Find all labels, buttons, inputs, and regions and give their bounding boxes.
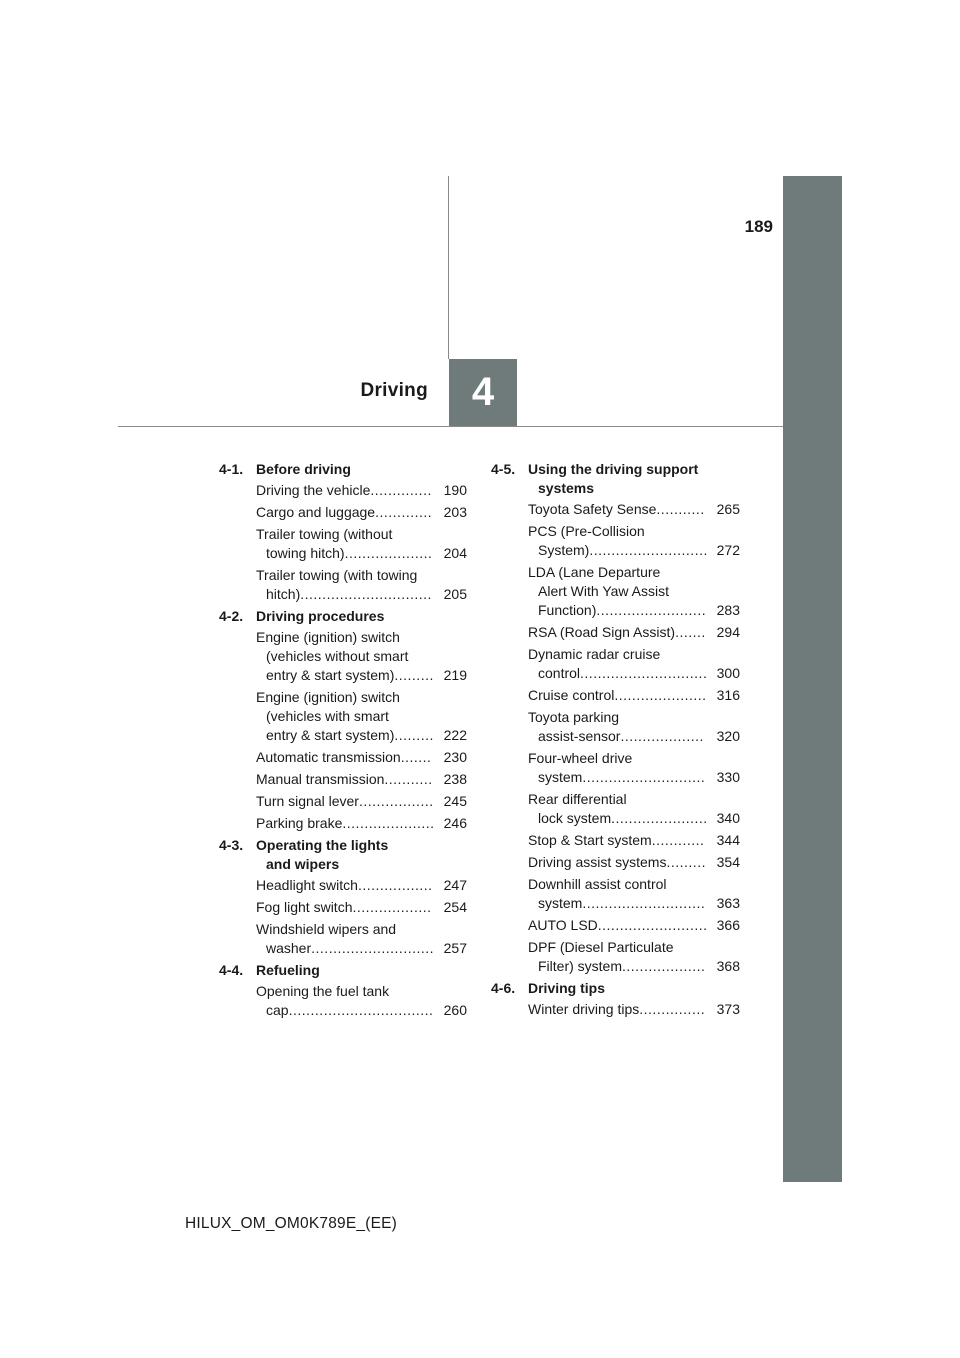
toc-entry[interactable] (528, 1000, 740, 1019)
toc-entry-title: PCS (Pre-Collision System) (528, 523, 645, 558)
toc-entry-page: 373 (716, 1001, 740, 1017)
toc-entry-title: Winter driving tips (528, 1001, 640, 1017)
toc-section (491, 979, 740, 1019)
toc-entry[interactable] (256, 876, 467, 895)
toc-entry-title: Cruise control (528, 687, 615, 703)
toc-entry-title: Four-wheel drive system (528, 750, 633, 785)
toc-entry-text-wrap (256, 898, 444, 917)
toc-entry-title: AUTO LSD (528, 917, 598, 933)
toc-entry-text-wrap (528, 522, 717, 560)
dot-leader: ..................... (614, 687, 707, 703)
dot-leader: ....... (675, 624, 706, 640)
toc-entry-page: 316 (716, 687, 740, 703)
chapter-side-tab (783, 176, 842, 1182)
toc-entry[interactable] (256, 814, 467, 833)
toc-entry[interactable] (528, 790, 740, 828)
toc-entry-text-wrap (256, 982, 444, 1020)
toc-entry-title: Cargo and luggage (256, 504, 376, 520)
section-heading[interactable] (219, 836, 467, 874)
toc-entry-text-wrap (528, 500, 717, 519)
toc-entry[interactable] (256, 566, 467, 604)
toc-entry-page: 190 (443, 482, 467, 498)
toc-entry-text-wrap (528, 938, 717, 976)
page-number: 189 (744, 217, 773, 236)
dot-leader: ............................ (311, 940, 435, 956)
section-number: 4-2. (219, 608, 244, 624)
toc-section (491, 460, 740, 976)
toc-entry-page: 300 (716, 665, 740, 681)
toc-entry-text-wrap (256, 748, 444, 767)
toc-entry-page: 368 (716, 958, 740, 974)
toc-entry[interactable] (528, 708, 740, 746)
toc-right-column (491, 460, 740, 1022)
dot-leader: ......... (666, 854, 706, 870)
toc-entry[interactable] (528, 875, 740, 913)
toc-entry-title: Headlight switch (256, 877, 358, 893)
toc-entry-page: 330 (716, 769, 740, 785)
toc-entry-page: 260 (443, 1002, 467, 1018)
toc-entry-page: 246 (443, 815, 467, 831)
section-number: 4-5. (491, 461, 516, 477)
dot-leader: ...................... (611, 810, 708, 826)
toc-entry-title: Parking brake (256, 815, 343, 831)
toc-entry-page: 363 (716, 895, 740, 911)
dot-leader: ............... (639, 1001, 706, 1017)
toc-entry[interactable] (256, 748, 467, 767)
toc-entry-title: Rear differential lock system (528, 791, 627, 826)
toc-entry[interactable] (256, 503, 467, 522)
toc-entry-text-wrap (256, 792, 444, 811)
toc-entry[interactable] (528, 500, 740, 519)
toc-entry-title: Opening the fuel tank cap (256, 983, 390, 1018)
toc-entry[interactable] (528, 916, 740, 935)
toc-entry-page: 222 (443, 727, 467, 743)
toc-entry-title: Trailer towing (without towing hitch) (256, 526, 393, 561)
dot-leader: ............................ (582, 895, 706, 911)
dot-leader: ............................ (582, 769, 706, 785)
dot-leader: ........... (384, 771, 433, 787)
section-number: 4-6. (491, 980, 516, 996)
toc-entry-text-wrap (256, 481, 444, 500)
toc-entry-text-wrap (528, 749, 717, 787)
toc-entry-text-wrap (528, 853, 717, 872)
toc-entry[interactable] (528, 831, 740, 850)
toc-entry[interactable] (256, 982, 467, 1020)
section-number: 4-3. (219, 837, 244, 853)
dot-leader: ............. (375, 504, 433, 520)
toc-entry-title: Automatic transmission (256, 749, 401, 765)
chapter-title: Driving (360, 380, 428, 401)
section-heading[interactable] (219, 460, 467, 479)
toc-entry-page: 354 (716, 854, 740, 870)
toc-entry-text-wrap (256, 770, 444, 789)
section-heading[interactable] (491, 460, 740, 498)
toc-entry-text-wrap (528, 686, 717, 705)
toc-entry-title: Windshield wipers and washer (256, 921, 397, 956)
dot-leader: ........... (656, 501, 705, 517)
document-footer: HILUX_OM_OM0K789E_(EE) (185, 1215, 398, 1232)
section-title: Using the driving support systems (528, 461, 699, 496)
toc-entry[interactable] (528, 938, 740, 976)
toc-entry-title: Dynamic radar cruise control (528, 646, 661, 681)
dot-leader: ............ (651, 832, 705, 848)
toc-entry[interactable] (256, 920, 467, 958)
toc-section (219, 460, 467, 604)
section-title: Operating the lights and wipers (256, 837, 389, 872)
dot-leader: ..................... (342, 815, 435, 831)
dot-leader: ................. (358, 793, 434, 809)
dot-leader: .............................. (300, 586, 432, 602)
toc-section (219, 836, 467, 958)
dot-leader: .................... (344, 545, 433, 561)
toc-entry-title: Driving the vehicle (256, 482, 371, 498)
chapter-number-box (449, 359, 517, 426)
toc-entry-page: 257 (443, 940, 467, 956)
dot-leader: .................. (352, 899, 432, 915)
toc-entry-text-wrap (256, 525, 444, 563)
dot-leader: .............. (370, 482, 432, 498)
horizontal-divider (118, 426, 783, 427)
toc-entry-title: Trailer towing (with towing hitch) (256, 567, 418, 602)
toc-entry[interactable] (256, 481, 467, 500)
section-heading[interactable] (491, 979, 740, 998)
dot-leader: ................................. (288, 1002, 434, 1018)
toc-entry-text-wrap (256, 876, 444, 895)
toc-entry-text-wrap (528, 831, 717, 850)
dot-leader: ......................... (596, 602, 707, 618)
toc-entry[interactable] (256, 628, 467, 685)
dot-leader: ................... (622, 958, 706, 974)
dot-leader: ........................... (589, 542, 708, 558)
dot-leader: ......................... (597, 917, 708, 933)
toc-left-column (219, 460, 467, 1023)
toc-entry-page: 245 (443, 793, 467, 809)
toc-entry-title: Downhill assist control system (528, 876, 667, 911)
toc-entry-page: 366 (716, 917, 740, 933)
toc-entry-text-wrap (256, 566, 444, 604)
section-title: Refueling (256, 962, 320, 978)
toc-entry-page: 230 (443, 749, 467, 765)
toc-entry-page: 272 (716, 542, 740, 558)
toc-entry-text-wrap (528, 1000, 717, 1019)
toc-entry-title: Turn signal lever (256, 793, 359, 809)
dot-leader: ................. (357, 877, 433, 893)
toc-entry[interactable] (256, 770, 467, 789)
section-heading[interactable] (219, 961, 467, 980)
toc-entry[interactable] (528, 522, 740, 560)
toc-entry-title: DPF (Diesel Particulate Filter) system (528, 939, 674, 974)
toc-entry[interactable] (528, 645, 740, 683)
toc-entry-text-wrap (256, 503, 444, 522)
section-heading[interactable] (219, 607, 467, 626)
toc-section (219, 607, 467, 833)
toc-entry-title: Toyota parking assist-sensor (528, 709, 621, 744)
toc-entry[interactable] (528, 686, 740, 705)
toc-entry-title: Fog light switch (256, 899, 353, 915)
section-number: 4-1. (219, 461, 244, 477)
toc-entry-title: Toyota Safety Sense (528, 501, 657, 517)
section-title: Driving procedures (256, 608, 385, 624)
toc-entry[interactable] (528, 749, 740, 787)
toc-entry-text-wrap (528, 708, 717, 746)
toc-entry[interactable] (256, 688, 467, 745)
toc-entry-page: 205 (443, 586, 467, 602)
dot-leader: ............................. (580, 665, 708, 681)
toc-entry-page: 238 (443, 771, 467, 787)
toc-entry-page: 344 (716, 832, 740, 848)
dot-leader: ......... (394, 727, 434, 743)
toc-entry-text-wrap (528, 563, 717, 620)
toc-entry-text-wrap (528, 790, 717, 828)
toc-entry[interactable] (528, 853, 740, 872)
toc-entry[interactable] (256, 792, 467, 811)
toc-entry-text-wrap (528, 645, 717, 683)
toc-entry-text-wrap (256, 688, 444, 745)
toc-entry[interactable] (256, 525, 467, 563)
toc-entry-title: RSA (Road Sign Assist) (528, 624, 676, 640)
toc-entry[interactable] (528, 623, 740, 642)
section-number: 4-4. (219, 962, 244, 978)
toc-entry-page: 283 (716, 602, 740, 618)
toc-entry[interactable] (256, 898, 467, 917)
vertical-divider (448, 176, 449, 359)
toc-section (219, 961, 467, 1020)
dot-leader: ....... (400, 749, 432, 765)
toc-entry-page: 294 (716, 624, 740, 640)
toc-entry-page: 320 (716, 728, 740, 744)
toc-entry-page: 204 (443, 545, 467, 561)
toc-entry-title: LDA (Lane Departure Alert With Yaw Assist Function) (528, 564, 669, 618)
toc-entry-title: Driving assist systems (528, 854, 667, 870)
dot-leader: ................... (620, 728, 704, 744)
toc-entry-text-wrap (256, 920, 444, 958)
toc-entry-page: 247 (443, 877, 467, 893)
toc-entry-page: 219 (443, 667, 467, 683)
toc-entry-text-wrap (528, 875, 717, 913)
toc-entry-title: Stop & Start system (528, 832, 652, 848)
section-title: Before driving (256, 461, 351, 477)
toc-entry-title: Engine (ignition) switch (vehicles without smart entry & start system) (256, 629, 409, 683)
toc-entry[interactable] (528, 563, 740, 620)
toc-entry-page: 340 (716, 810, 740, 826)
toc-entry-page: 203 (443, 504, 467, 520)
dot-leader: ......... (394, 667, 434, 683)
section-title: Driving tips (528, 980, 606, 996)
toc-entry-text-wrap (256, 628, 444, 685)
toc-entry-text-wrap (528, 623, 717, 642)
toc-entry-title: Manual transmission (256, 771, 385, 787)
chapter-number: 4 (471, 370, 495, 414)
toc-entry-page: 254 (443, 899, 467, 915)
toc-entry-text-wrap (256, 814, 444, 833)
toc-entry-page: 265 (716, 501, 740, 517)
toc-entry-text-wrap (528, 916, 717, 935)
toc-entry-title: Engine (ignition) switch (vehicles with smart entry & start system) (256, 689, 400, 743)
